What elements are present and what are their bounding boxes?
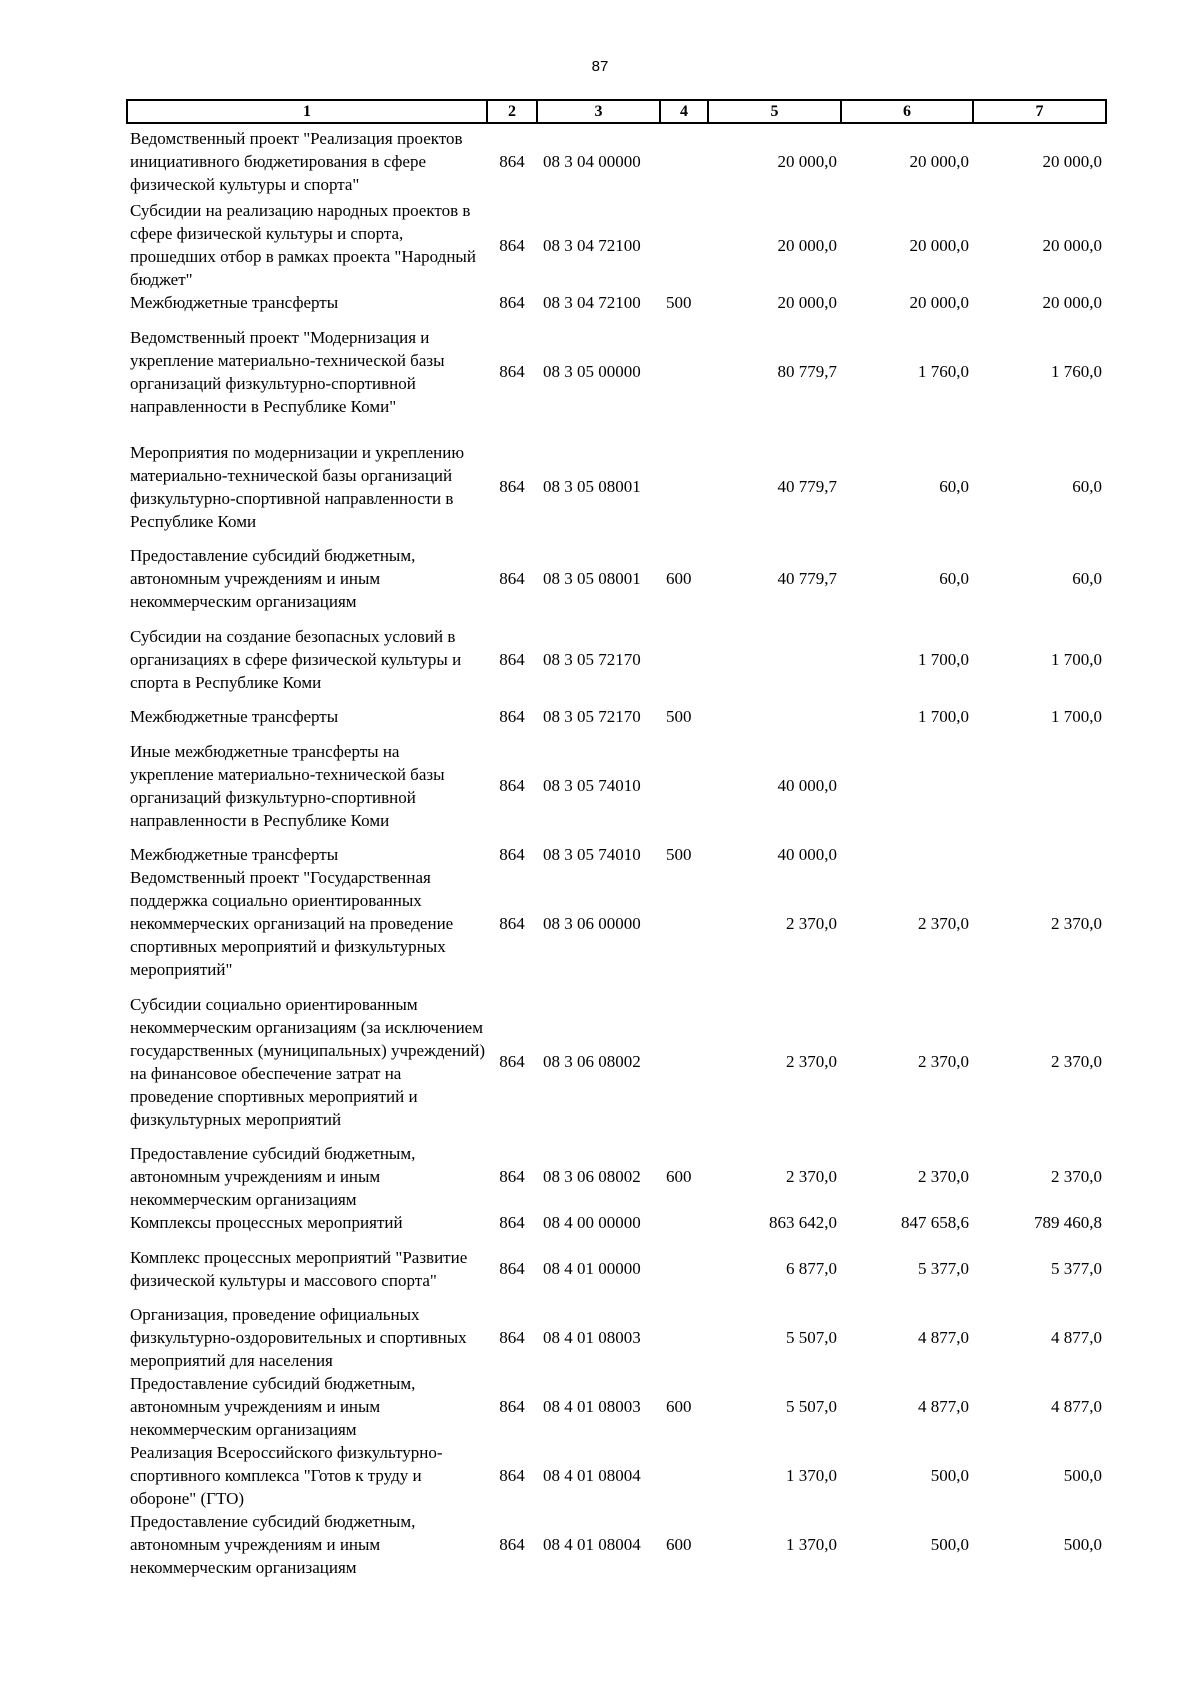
row-expense-type — [660, 1211, 708, 1234]
row-amount-col7 — [973, 843, 1106, 866]
row-amount-col6 — [841, 728, 973, 843]
row-amount-col7: 500,0 — [1063, 1466, 1102, 1485]
table-row — [127, 1234, 1106, 1303]
row-amount-col5: 1 370,0 — [786, 1466, 837, 1485]
header-cell-6: 6 — [841, 100, 973, 123]
table-row — [127, 429, 1106, 544]
page-number: 87 — [591, 58, 609, 75]
table-row — [127, 613, 1106, 705]
row-target-article: 08 3 05 74010 — [543, 845, 641, 864]
table-row — [127, 1142, 1106, 1211]
row-department-code: 864 — [499, 569, 525, 588]
row-target-article: 08 3 05 74010 — [543, 776, 641, 795]
table-row — [127, 705, 1106, 728]
row-amount-col7: 60,0 — [1072, 569, 1102, 588]
row-amount-col5: 5 507,0 — [786, 1397, 837, 1416]
row-department-code: 864 — [499, 649, 525, 669]
row-amount-col5: 20 000,0 — [777, 152, 837, 171]
row-amount-col7: 5 377,0 — [1051, 1259, 1102, 1278]
row-amount-col6: 1 700,0 — [918, 707, 969, 726]
row-amount-col7: 4 877,0 — [1051, 1328, 1102, 1347]
row-target-article: 08 4 00 00000 — [543, 1213, 641, 1232]
row-name: Мероприятия по модернизации и укреплению материально-технической базы организаций физкультурно-спортивной направленности в Республике Коми — [130, 442, 465, 531]
header-cell-3: 3 — [537, 100, 660, 123]
row-name: Межбюджетные трансферты — [130, 293, 339, 312]
row-expense-type — [660, 866, 708, 981]
row-expense-type — [660, 981, 708, 1142]
row-department-code: 864 — [499, 362, 525, 381]
row-department-code: 864 — [499, 914, 525, 933]
row-amount-col6: 1 700,0 — [918, 649, 969, 669]
row-department-code: 864 — [499, 1052, 525, 1071]
row-amount-col7: 2 370,0 — [1051, 1167, 1102, 1186]
row-name: Субсидии на создание безопасных условий в организациях в сфере физической культуры и спорта в Республике Коми — [130, 626, 462, 692]
row-amount-col5: 40 000,0 — [777, 845, 837, 864]
header-cell-1: 1 — [127, 100, 487, 123]
row-name: Комплекс процессных мероприятий "Развитие физической культуры и массового спорта" — [130, 1247, 468, 1290]
table-row — [127, 199, 1106, 291]
row-expense-type — [660, 1441, 708, 1510]
row-amount-col6: 20 000,0 — [909, 235, 969, 255]
row-name: Реализация Всероссийского физкультурно-спортивного комплекса "Готов к труду и обороне" (ГТО) — [130, 1443, 443, 1508]
row-amount-col7: 20 000,0 — [1042, 235, 1102, 255]
table-row — [127, 843, 1106, 866]
row-expense-type: 500 — [666, 707, 692, 726]
row-amount-col7 — [973, 728, 1106, 843]
row-amount-col5: 6 877,0 — [786, 1259, 837, 1278]
row-target-article: 08 3 04 72100 — [543, 235, 641, 255]
header-row — [127, 100, 1106, 123]
row-name: Иные межбюджетные трансферты на укрепление материально-технической базы организаций физкультурно-спортивной направленности в Республике Коми — [130, 741, 445, 830]
row-amount-col7: 1 760,0 — [1051, 362, 1102, 381]
row-amount-col6: 1 760,0 — [918, 362, 969, 381]
budget-table — [126, 99, 1107, 1579]
row-target-article: 08 3 04 00000 — [543, 152, 641, 171]
row-amount-col6: 500,0 — [930, 1466, 969, 1485]
row-target-article: 08 4 01 00000 — [543, 1259, 641, 1278]
row-expense-type — [660, 429, 708, 544]
row-amount-col6: 4 877,0 — [918, 1397, 969, 1416]
row-amount-col5: 2 370,0 — [786, 914, 837, 933]
table-row — [127, 728, 1106, 843]
row-amount-col7: 4 877,0 — [1051, 1397, 1102, 1416]
row-amount-col6: 60,0 — [939, 477, 969, 496]
header-cell-2: 2 — [487, 100, 537, 123]
row-expense-type: 600 — [666, 569, 692, 588]
row-target-article: 08 3 06 08002 — [543, 1052, 641, 1071]
row-amount-col6 — [841, 843, 973, 866]
row-amount-col5 — [708, 705, 841, 728]
table-row — [127, 544, 1106, 613]
row-name: Субсидии на реализацию народных проектов в сфере физической культуры и спорта, прошедших отбор в рамках проекта "Народный бюджет" — [130, 201, 476, 289]
row-department-code: 864 — [499, 293, 525, 312]
row-expense-type — [660, 123, 708, 199]
row-target-article: 08 4 01 08004 — [543, 1466, 641, 1485]
row-amount-col6: 60,0 — [939, 569, 969, 588]
row-department-code: 864 — [499, 1535, 525, 1554]
header-cell-4: 4 — [660, 100, 708, 123]
row-amount-col5: 80 779,7 — [777, 362, 837, 381]
row-target-article: 08 3 06 08002 — [543, 1167, 641, 1186]
table-body — [127, 123, 1106, 1579]
row-amount-col6: 4 877,0 — [918, 1328, 969, 1347]
row-amount-col6: 20 000,0 — [909, 293, 969, 312]
header-cell-7: 7 — [973, 100, 1106, 123]
row-department-code: 864 — [499, 707, 525, 726]
table-row — [127, 1510, 1106, 1579]
row-target-article: 08 3 05 00000 — [543, 362, 641, 381]
row-amount-col5: 40 779,7 — [777, 569, 837, 588]
row-amount-col5 — [708, 613, 841, 705]
row-target-article: 08 3 05 08001 — [543, 477, 641, 496]
row-target-article: 08 3 05 72170 — [543, 707, 641, 726]
table-row — [127, 1211, 1106, 1234]
row-target-article: 08 4 01 08004 — [543, 1535, 641, 1554]
row-name: Межбюджетные трансферты — [130, 707, 339, 726]
row-amount-col7: 60,0 — [1072, 477, 1102, 496]
row-expense-type — [660, 314, 708, 429]
row-amount-col5: 2 370,0 — [786, 1167, 837, 1186]
row-department-code: 864 — [499, 152, 525, 171]
row-expense-type: 500 — [666, 293, 692, 312]
row-target-article: 08 4 01 08003 — [543, 1397, 641, 1416]
row-amount-col6: 5 377,0 — [918, 1259, 969, 1278]
row-department-code: 864 — [499, 1259, 525, 1278]
row-department-code: 864 — [499, 1213, 525, 1232]
row-expense-type — [660, 613, 708, 705]
row-name: Предоставление субсидий бюджетным, автономным учреждениям и иным некоммерческим организациям — [130, 1512, 416, 1577]
row-department-code: 864 — [499, 1167, 525, 1186]
row-amount-col6: 847 658,6 — [901, 1213, 969, 1232]
row-name: Комплексы процессных мероприятий — [130, 1213, 403, 1232]
row-amount-col7: 2 370,0 — [1051, 914, 1102, 933]
row-amount-col6: 2 370,0 — [918, 1052, 969, 1071]
row-name: Предоставление субсидий бюджетным, автономным учреждениям и иным некоммерческим организациям — [130, 546, 416, 611]
row-department-code: 864 — [499, 1397, 525, 1416]
table-row — [127, 314, 1106, 429]
row-expense-type — [660, 199, 708, 291]
row-amount-col5: 40 000,0 — [777, 776, 837, 795]
row-department-code: 864 — [499, 477, 525, 496]
row-amount-col7: 20 000,0 — [1042, 293, 1102, 312]
row-expense-type: 600 — [666, 1167, 692, 1186]
row-expense-type: 600 — [666, 1397, 692, 1416]
header-cell-5: 5 — [708, 100, 841, 123]
row-name: Субсидии социально ориентированным некоммерческим организациям (за исключением государственных (муниципальных) учреждений) на финансовое обеспечение затрат на проведение спортивных мероприятий и физкультурных мероприятий — [130, 994, 485, 1129]
row-department-code: 864 — [499, 1466, 525, 1485]
row-name: Ведомственный проект "Модернизация и укрепление материально-технической базы организаций физкультурно-спортивной направленности в Республике Коми" — [130, 327, 445, 416]
row-amount-col7: 2 370,0 — [1051, 1052, 1102, 1071]
row-name: Предоставление субсидий бюджетным, автономным учреждениям и иным некоммерческим организациям — [130, 1374, 416, 1439]
row-amount-col6: 500,0 — [930, 1535, 969, 1554]
row-target-article: 08 4 01 08003 — [543, 1328, 641, 1347]
table-row — [127, 123, 1106, 199]
table-row — [127, 1303, 1106, 1372]
row-department-code: 864 — [499, 845, 525, 864]
row-amount-col6: 20 000,0 — [909, 152, 969, 171]
row-amount-col5: 5 507,0 — [786, 1328, 837, 1347]
row-amount-col6: 2 370,0 — [918, 914, 969, 933]
row-amount-col5: 1 370,0 — [786, 1535, 837, 1554]
row-amount-col6: 2 370,0 — [918, 1167, 969, 1186]
row-department-code: 864 — [499, 776, 525, 795]
row-amount-col5: 40 779,7 — [777, 477, 837, 496]
row-amount-col5: 20 000,0 — [777, 235, 837, 255]
row-amount-col7: 1 700,0 — [1051, 707, 1102, 726]
row-name: Организация, проведение официальных физкультурно-оздоровительных и спортивных мероприятий для населения — [130, 1305, 467, 1370]
row-department-code: 864 — [499, 235, 525, 255]
row-name: Предоставление субсидий бюджетным, автономным учреждениям и иным некоммерческим организациям — [130, 1144, 416, 1209]
row-target-article: 08 3 06 00000 — [543, 914, 641, 933]
row-name: Ведомственный проект "Государственная поддержка социально ориентированных некоммерческих организаций на проведение спортивных мероприятий и физкультурных мероприятий" — [130, 868, 454, 979]
row-target-article: 08 3 04 72100 — [543, 293, 641, 312]
row-expense-type — [660, 1303, 708, 1372]
row-expense-type — [660, 1234, 708, 1303]
row-amount-col5: 2 370,0 — [786, 1052, 837, 1071]
row-amount-col7: 1 700,0 — [1051, 649, 1102, 669]
row-name: Межбюджетные трансферты — [130, 845, 339, 864]
row-target-article: 08 3 05 72170 — [543, 649, 641, 669]
row-expense-type: 500 — [666, 845, 692, 864]
row-department-code: 864 — [499, 1328, 525, 1347]
row-amount-col7: 20 000,0 — [1042, 152, 1102, 171]
table-row — [127, 291, 1106, 314]
row-target-article: 08 3 05 08001 — [543, 569, 641, 588]
table-row — [127, 1441, 1106, 1510]
row-amount-col7: 500,0 — [1063, 1535, 1102, 1554]
row-expense-type: 600 — [666, 1535, 692, 1554]
table-row — [127, 981, 1106, 1142]
row-name: Ведомственный проект "Реализация проектов инициативного бюджетирования в сфере физической культуры и спорта" — [130, 129, 463, 194]
row-amount-col5: 20 000,0 — [777, 293, 837, 312]
row-amount-col7: 789 460,8 — [1034, 1213, 1102, 1232]
row-amount-col5: 863 642,0 — [769, 1213, 837, 1232]
row-expense-type — [660, 728, 708, 843]
table-row — [127, 866, 1106, 981]
table-row — [127, 1372, 1106, 1441]
